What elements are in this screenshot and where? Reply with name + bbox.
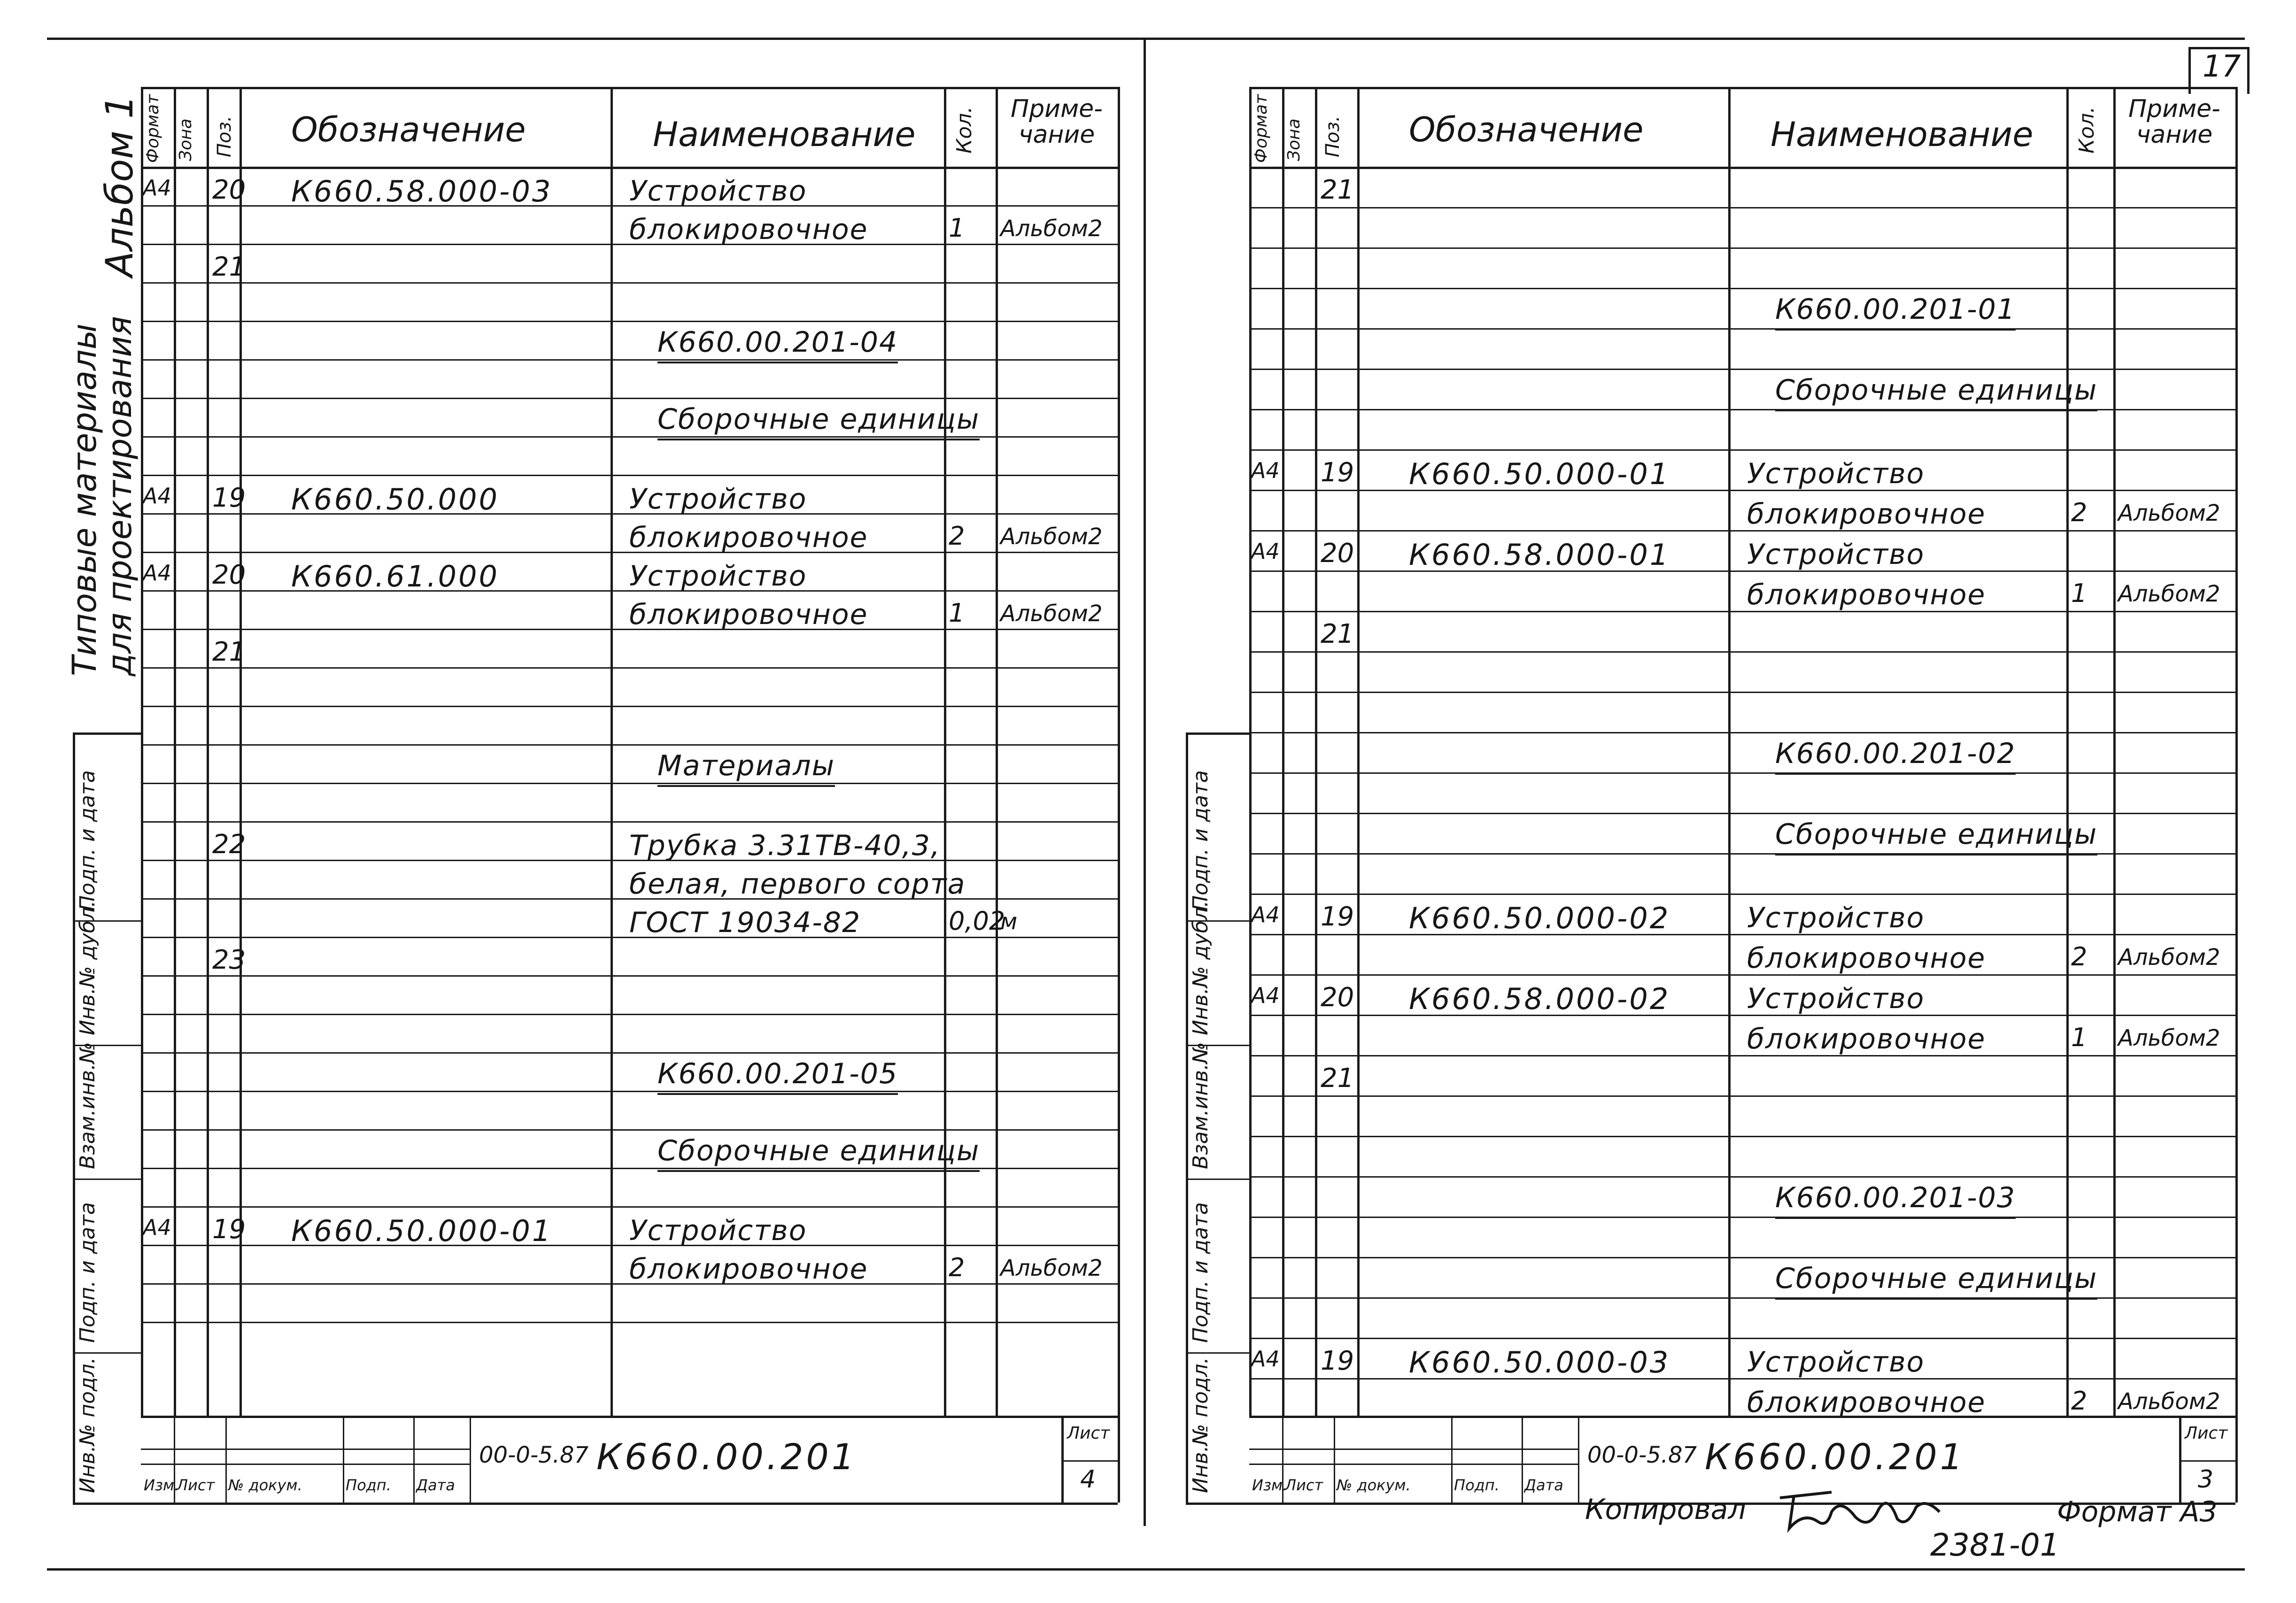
row-note: Альбом2 [2118,1388,2220,1415]
row-position: 19 [1321,457,1354,488]
header-separator [1249,167,2235,169]
stamp-label-doc_no: № докум. [1337,1476,1411,1494]
stamp-label-sign: Подп. [346,1476,391,1494]
row-quantity: 2 [949,1253,965,1282]
row-position: 19 [1321,902,1354,932]
row-quantity: 2 [949,521,965,551]
row-line [1249,490,2235,491]
section-heading: Сборочные единицы [1775,1264,2097,1293]
column-line [2235,87,2238,1416]
sheet-box-mid [1061,1460,1118,1462]
side-label-separator [73,732,141,734]
side-label: Подп. и дата [1189,1202,1213,1343]
side-label: Инв.№ подл. [1189,1357,1213,1493]
stamp-sub-line [1249,1449,1578,1450]
row-line [1249,369,2235,370]
row-line [141,475,1118,476]
stamp-label-doc_no: № докум. [228,1476,302,1494]
row-note: Альбом2 [2118,500,2220,526]
row-line [141,706,1118,707]
header-zone: Зона [1284,118,1304,161]
copied-by-label: Копировал [1585,1493,1746,1526]
stamp-right-line [2235,1416,2238,1503]
top-border-line [47,38,2245,40]
section-heading: К660.00.201-03 [1775,1184,2016,1212]
row-line [1249,288,2235,289]
section-heading: Сборочные единицы [657,405,980,433]
row-line [1249,207,2235,208]
row-line [1249,328,2235,330]
sheet-box-mid [2179,1460,2235,1462]
row-quantity: 2 [2071,498,2087,527]
row-format: А4 [143,560,171,586]
row-note: м [1000,909,1018,935]
side-label: Инв.№ дубл. [76,900,100,1035]
stamp-cell-line [1334,1416,1335,1503]
stamp-doc-code: К660.00.201 [1705,1436,1966,1478]
section-heading: Сборочные единицы [1775,376,2097,404]
row-name: блокировочное [629,1253,868,1286]
side-label-separator [73,1352,141,1354]
stamp-sheet-number: 4 [1080,1465,1096,1494]
row-line [141,1206,1118,1208]
bottom-border-line [47,1568,2245,1571]
side-label-column-line [1186,732,1188,1503]
column-line [174,87,176,1416]
row-line [1249,1338,2235,1339]
row-format: А4 [143,175,171,200]
row-name: блокировочное [629,598,868,631]
row-line [1249,732,2235,733]
row-position: 21 [212,252,246,282]
column-line [944,87,946,1416]
row-line [1249,651,2235,653]
row-position: 22 [212,829,246,860]
header-note: Приме-чание [2128,95,2220,149]
row-quantity: 1 [949,598,965,628]
table-top-line [141,87,1118,89]
row-position: 20 [212,560,246,590]
section-heading: Сборочные единицы [1775,820,2097,848]
row-line [1249,530,2235,532]
row-line [1249,813,2235,814]
row-format: А4 [1251,539,1280,564]
row-line [1249,1095,2235,1097]
column-line [611,87,613,1416]
row-line [1249,894,2235,895]
row-name: блокировочное [629,521,868,554]
row-designation: К660.50.000 [291,482,500,516]
row-name: блокировочное [1747,1386,1986,1419]
side-note-line2: для проектирования [100,316,139,676]
row-name: блокировочное [1747,578,1986,611]
album-note: Альбом 1 [98,95,141,277]
stamp-bottom-line [73,1503,1118,1505]
column-line [207,87,209,1416]
column-line [996,87,998,1416]
row-line [1249,772,2235,774]
section-heading: К660.00.201-01 [1775,295,2016,324]
row-position: 21 [1321,619,1354,649]
row-name: Устройство [1747,982,1925,1015]
section-heading: Материалы [657,752,835,780]
row-line [1249,974,2235,976]
stamp-top-line [141,1416,1118,1418]
row-position: 19 [212,483,246,513]
header-zone: Зона [176,118,195,161]
row-line [1249,449,2235,451]
stamp-cell-line [225,1416,227,1503]
table-top-line [1249,87,2235,89]
header-format: Формат [1252,94,1271,163]
row-position: 19 [1321,1346,1354,1376]
center-fold-line [1144,38,1146,1526]
row-note: Альбом2 [2118,1025,2220,1051]
side-label: Взам.инв.№ [76,1042,100,1169]
page-number: 17 [2203,49,2241,84]
row-position: 23 [212,945,246,975]
section-heading: Сборочные единицы [657,1137,980,1165]
row-position: 20 [1321,538,1354,569]
side-label: Взам.инв.№ [1189,1042,1213,1169]
row-line [1249,1055,2235,1056]
row-quantity: 1 [949,213,965,243]
row-name: белая, первого сорта [629,868,966,901]
row-name: блокировочное [1747,942,1986,975]
row-quantity: 1 [2071,1023,2087,1052]
stamp-project-code: 00-0-5.87 [479,1442,589,1468]
row-format: А4 [1251,902,1280,927]
row-name: блокировочное [1747,498,1986,531]
stamp-label-rev: Изм. [144,1476,179,1494]
side-label-column-line [73,732,75,1503]
row-name: Устройство [629,175,807,208]
row-line [141,398,1118,399]
header-qty: Кол. [2075,106,2099,154]
row-position: 20 [212,175,246,205]
row-designation: К660.50.000-02 [1409,901,1670,935]
row-line [1249,611,2235,612]
row-designation: К660.50.000-01 [1409,457,1670,491]
row-line [141,667,1118,669]
stamp-label-sheet: Лист [177,1476,215,1494]
row-name: Трубка 3.31ТВ-40,3, [629,829,941,862]
format-label: Формат А3 [2057,1495,2218,1528]
row-line [141,1322,1118,1323]
row-line [141,744,1118,746]
side-label: Подп. и дата [1189,770,1213,911]
side-label-separator [73,1179,141,1180]
row-name: ГОСТ 19034-82 [629,906,861,939]
header-separator [141,167,1118,169]
stamp-label-sign: Подп. [1454,1476,1500,1494]
row-line [141,783,1118,784]
row-quantity: 0,02 [949,906,1005,936]
sheet-box-line [2179,1416,2181,1503]
stamp-label-date: Дата [416,1476,455,1494]
stamp-sheet-label: Лист [1067,1424,1110,1443]
side-label: Подп. и дата [76,1202,100,1343]
row-name: блокировочное [1747,1023,1986,1056]
row-name: Устройство [1747,902,1925,934]
sheet-box-line [1061,1416,1064,1503]
stamp-cell-line [343,1416,344,1503]
row-note: Альбом2 [1000,601,1103,627]
row-line [141,282,1118,284]
side-label-separator [1186,1179,1249,1180]
row-format: А4 [143,483,171,509]
header-qty: Кол. [952,106,976,154]
stamp-sheet-label: Лист [2185,1424,2228,1443]
stamp-cell-line [1522,1416,1523,1503]
row-line [1249,1176,2235,1178]
side-label: Подп. и дата [76,770,100,911]
stamp-doc-code: К660.00.201 [596,1436,858,1478]
row-name: Устройство [629,1214,807,1247]
header-note: Приме-чание [1011,95,1103,149]
stamp-right-line [1118,1416,1120,1503]
header-designation: Обозначение [291,110,526,149]
stamp-label-sheet: Лист [1285,1476,1323,1494]
header-pos: Поз. [214,116,235,157]
column-line [1118,87,1120,1416]
row-name: блокировочное [629,213,868,246]
stamp-mid-line [1249,1464,1578,1465]
row-line [141,1129,1118,1131]
row-position: 21 [212,637,246,667]
copier-signature [1775,1484,1944,1535]
row-format: А4 [1251,983,1280,1008]
row-line [141,1091,1118,1092]
stamp-label-date: Дата [1524,1476,1563,1494]
row-quantity: 2 [2071,942,2087,971]
stamp-cell-line [1451,1416,1453,1503]
section-heading: К660.00.201-02 [1775,740,2016,768]
side-note-line1: Типовые материалы [65,323,104,676]
row-designation: К660.50.000-03 [1409,1345,1670,1380]
stamp-sheet-number: 3 [2198,1465,2214,1494]
row-format: А4 [1251,458,1280,483]
row-line [1249,1217,2235,1218]
header-pos: Поз. [1322,116,1344,157]
row-note: Альбом2 [1000,216,1103,242]
bottom-code: 2381-01 [1930,1527,2060,1563]
header-format: Формат [143,94,162,163]
stamp-top-line [1249,1416,2235,1418]
row-quantity: 1 [2071,578,2087,608]
row-name: Устройство [1747,1346,1925,1379]
side-label: Инв.№ подл. [76,1357,100,1493]
row-line [141,321,1118,322]
section-heading: К660.00.201-04 [657,328,898,356]
stamp-cell-line [470,1416,471,1503]
row-line [141,359,1118,361]
row-line [1249,692,2235,693]
row-line [1249,570,2235,572]
row-name: Устройство [1747,457,1925,490]
row-line [141,975,1118,977]
row-line [1249,1378,2235,1380]
side-label-separator [1186,732,1249,734]
row-format: А4 [143,1215,171,1240]
row-quantity: 2 [2071,1386,2087,1416]
row-designation: К660.58.000-02 [1409,982,1670,1016]
stamp-project-code: 00-0-5.87 [1587,1442,1697,1468]
header-name: Наименование [653,115,916,154]
row-designation: К660.61.000 [291,559,500,593]
row-line [141,1014,1118,1015]
row-position: 21 [1321,175,1354,205]
stamp-cell-line [413,1416,415,1503]
row-designation: К660.58.000-01 [1409,538,1670,572]
row-name: Устройство [629,560,807,593]
row-line [1249,1136,2235,1137]
header-designation: Обозначение [1409,110,1644,149]
row-name: Устройство [629,483,807,516]
row-line [1249,1015,2235,1016]
row-position: 21 [1321,1063,1354,1094]
row-designation: К660.58.000-03 [291,174,553,208]
row-note: Альбом2 [1000,1255,1103,1281]
stamp-label-rev: Изм. [1252,1476,1288,1494]
row-line [1249,247,2235,249]
row-line [1249,1257,2235,1258]
row-designation: К660.50.000-01 [291,1214,553,1248]
row-line [1249,934,2235,935]
row-line [141,1052,1118,1054]
row-format: А4 [1251,1346,1280,1372]
section-heading: К660.00.201-05 [657,1060,898,1088]
row-note: Альбом2 [1000,524,1103,550]
row-line [141,821,1118,823]
row-note: Альбом2 [2118,581,2220,607]
row-note: Альбом2 [2118,944,2220,971]
stamp-cell-line [1578,1416,1579,1503]
stamp-mid-line [141,1464,470,1465]
side-label-separator [1186,1352,1249,1354]
header-name: Наименование [1770,115,2033,154]
side-label: Инв.№ дубл. [1189,900,1213,1035]
row-name: Устройство [1747,538,1925,571]
row-position: 20 [1321,982,1354,1013]
stamp-sub-line [141,1449,470,1450]
row-position: 19 [212,1214,246,1245]
